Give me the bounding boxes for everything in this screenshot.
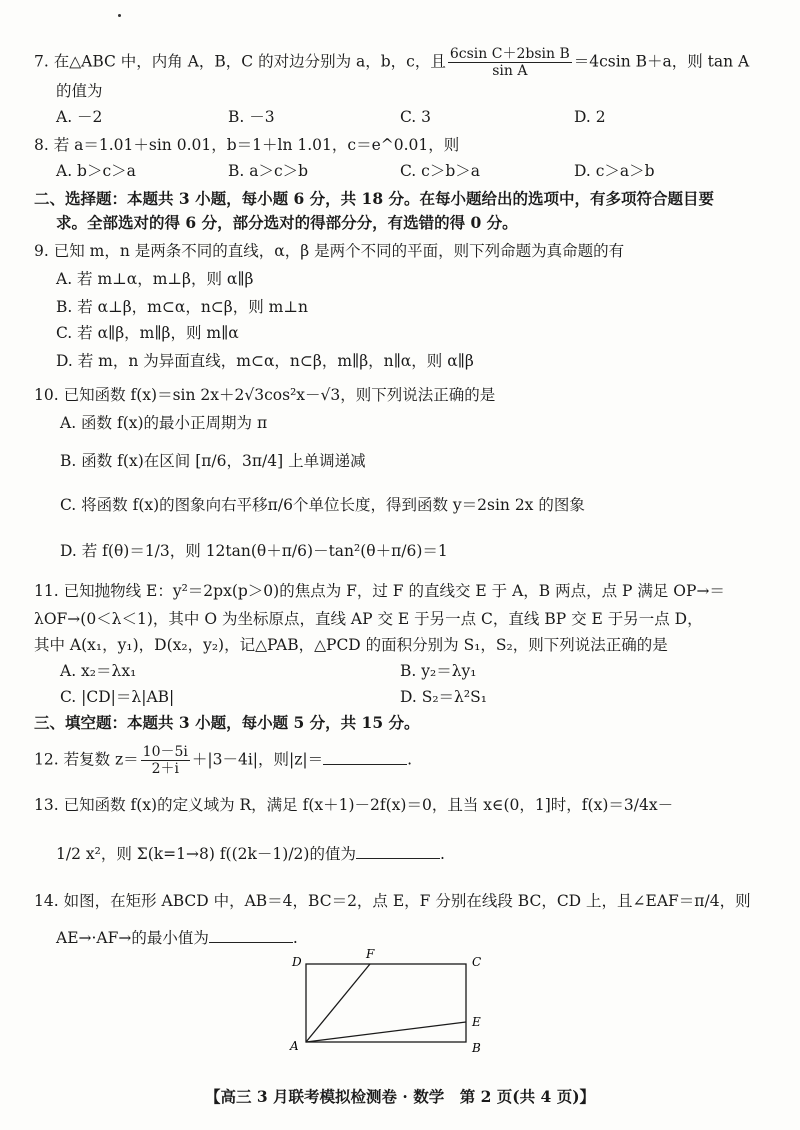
q12-text-b: ＋|3－4i|，则|z|＝ [191,750,324,769]
q7-line2: 的值为 [56,82,103,100]
q7-fraction [448,46,572,79]
scan-dot [118,14,121,17]
q12-text-a: 12. 若复数 z＝ [34,750,139,769]
q13-line2 [56,842,445,865]
q11-line3: 其中 A(x₁，y₁)，D(x₂，y₂)，记△PAB，△PCD 的面积分别为 S₁，S₂，则下列说法正确的是 [34,636,668,654]
q10-c-text-a: C. 将函数 f(x)的图象向右平移 [60,496,268,514]
q12-line [34,744,412,777]
q9-stem: 9. 已知 m，n 是两条不同的直线，α，β 是两个不同的平面，则下列命题为真命题的有 [34,242,625,260]
q7-option-d: D. 2 [574,108,606,126]
q13-line1 [34,794,673,816]
rectangle-abcd [306,964,466,1042]
q13-answer-blank[interactable] [356,842,440,859]
q12-frac-num: 10－5i [142,744,188,760]
q10-c-frac: π/6 [267,496,293,514]
label-f: F [366,948,375,961]
section2-heading: 二、选择题：本题共 3 小题，每小题 6 分，共 18 分。在每小题给出的选项中，有多项符合题目要 [34,189,715,208]
q13-text-2: 1/2 x²，则 Σ(k=1→8) f((2k－1)/2)的值为 [56,845,356,863]
q14-text-a: 14. 如图，在矩形 ABCD 中，AB＝4，BC＝2，点 E，F 分别在线段 BC，CD 上，且∠EAF＝ [34,892,695,910]
q13-text-a: 13. 已知函数 f(x)的定义域为 R，满足 f(x＋1)－2f(x)＝0，且当 x∈(0，1]时，f(x)＝ [34,796,624,814]
q10-stem: 10. 已知函数 f(x)＝sin 2x＋2√3cos²x－√3，则下列说法正确的是 [34,386,496,404]
segment-af [306,964,370,1042]
label-c: C [472,955,482,969]
q8-option-b: B. a＞c＞b [228,162,309,180]
segment-ae [306,1022,466,1042]
q11-line1: 11. 已知抛物线 E：y²＝2px(p＞0)的焦点为 F，过 F 的直线交 E 于 A，B 两点，点 P 满足 OP→＝ [34,582,725,600]
q13-end: . [439,845,445,863]
q13-text-b: x－ [648,796,674,814]
q14-line2 [56,926,298,949]
q14-answer-blank[interactable] [209,926,293,943]
q7-text-b: ＝4csin B＋a，则 tan A [573,52,750,71]
q14-frac: π/4 [694,892,720,910]
label-b: B [472,1041,481,1055]
q7-option-b: B. －3 [228,108,275,126]
q10-c-text-b: 个单位长度，得到函数 y＝2sin 2x 的图象 [292,496,585,514]
q9-option-b: B. 若 α⊥β，m⊂α，n⊂β，则 m⊥n [56,298,308,316]
q7-line1 [34,46,749,79]
q8-option-a: A. b＞c＞a [56,162,136,180]
page-footer: 【高三 3 月联考模拟检测卷 · 数学 第 2 页(共 4 页)】 [204,1087,596,1106]
q7-option-c: C. 3 [400,108,432,126]
q10-b-interval: [π/6，3π/4] [195,452,284,470]
q11-option-c: C. |CD|＝λ|AB| [60,688,175,706]
q8-option-d: D. c＞a＞b [574,162,655,180]
q12-answer-blank[interactable] [323,748,407,765]
q14-line1 [34,890,751,912]
q7-text-a: 7. 在△ABC 中，内角 A，B，C 的对边分别为 a，b，c，且 [34,52,446,71]
section3-heading: 三、填空题：本题共 3 小题，每小题 5 分，共 15 分。 [34,713,420,732]
q12-end: . [407,750,413,769]
q11-line2: λOF→(0＜λ＜1)，其中 O 为坐标原点，直线 AP 交 E 于另一点 C，直线 BP 交 E 于另一点 D， [34,610,703,628]
q8-stem: 8. 若 a＝1.01＋sin 0.01，b＝1＋ln 1.01，c＝e^0.01，则 [34,136,460,154]
q8-option-c: C. c＞b＞a [400,162,481,180]
label-a: A [290,1039,299,1053]
label-d: D [292,955,302,969]
q7-frac-num: 6csin C＋2bsin B [449,46,570,62]
q11-option-a: A. x₂＝λx₁ [60,662,137,680]
rectangle-diagram [280,948,500,1058]
q13-frac: 3/4 [623,796,649,814]
q7-option-a: A. －2 [56,108,103,126]
q7-frac-den: sin A [492,63,528,79]
q10-b-text-a: B. 函数 f(x)在区间 [60,452,191,470]
q10-option-d: D. 若 f(θ)＝1/3，则 12tan(θ＋π/6)－tan²(θ＋π/6)＝1 [60,542,448,560]
q11-option-b: B. y₂＝λy₁ [400,662,477,680]
q9-option-c: C. 若 α∥β，m∥β，则 m∥α [56,324,239,342]
q9-option-a: A. 若 m⊥α，m⊥β，则 α∥β [56,270,254,288]
q14-text-2: AE→·AF→的最小值为 [56,929,209,947]
q9-option-d: D. 若 m，n 为异面直线，m⊂α，n⊂β，m∥β，n∥α，则 α∥β [56,352,474,370]
q12-frac-den: 2＋i [151,761,179,777]
q14-text-b: ，则 [719,892,751,910]
section2-heading-cont: 求。全部选对的得 6 分，部分选对的得部分分，有选错的得 0 分。 [56,213,518,232]
q10-option-b [60,450,366,472]
label-e: E [472,1015,481,1029]
q11-option-d: D. S₂＝λ²S₁ [400,688,487,706]
q10-option-a: A. 函数 f(x)的最小正周期为 π [60,414,268,432]
q12-fraction [141,744,190,777]
q10-b-text-b: 上单调递减 [288,452,366,470]
q14-end: . [292,929,298,947]
q10-option-c [60,494,585,516]
